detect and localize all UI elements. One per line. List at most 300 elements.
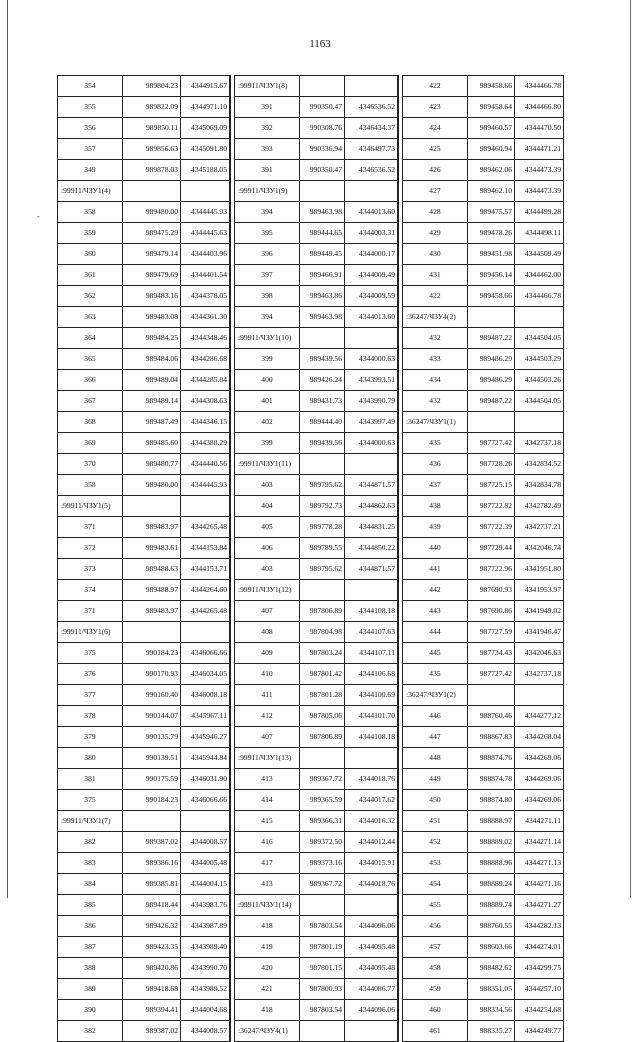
y-coordinate-cell: 4342046.63: [515, 643, 564, 664]
table-row: [58, 916, 230, 937]
x-coordinate-cell: 989367.72: [300, 874, 345, 895]
point-number-cell: 359: [58, 223, 123, 244]
table-row: [58, 643, 230, 664]
y-coordinate-cell: [515, 412, 564, 433]
point-number-cell: 355: [58, 97, 123, 118]
x-coordinate-cell: 987804.98: [300, 622, 345, 643]
x-coordinate-cell: 987803.24: [300, 643, 345, 664]
x-coordinate-cell: 989792.73: [300, 496, 345, 517]
x-coordinate-cell: 989418.44: [123, 895, 181, 916]
y-coordinate-cell: 4341949.02: [515, 601, 564, 622]
y-coordinate-cell: 4344271.13: [515, 853, 564, 874]
y-coordinate-cell: 4344499.28: [515, 202, 564, 223]
y-coordinate-cell: 4342046.74: [515, 538, 564, 559]
y-coordinate-cell: 4346034.05: [181, 664, 230, 685]
x-coordinate-cell: [300, 1021, 345, 1042]
x-coordinate-cell: 987806.89: [300, 601, 345, 622]
x-coordinate-cell: 989487.22: [468, 328, 515, 349]
point-number-cell: 449: [403, 769, 468, 790]
x-coordinate-cell: [300, 580, 345, 601]
point-number-cell: 391: [235, 97, 300, 118]
y-coordinate-cell: 4344503.26: [515, 370, 564, 391]
table-row: [403, 286, 564, 307]
y-coordinate-cell: 4344000.63: [345, 349, 398, 370]
y-coordinate-cell: 4344473.39: [515, 181, 564, 202]
point-number-cell: 438: [403, 496, 468, 517]
x-coordinate-cell: 988874.78: [468, 769, 515, 790]
x-coordinate-cell: 989804.23: [123, 76, 181, 97]
table-row: [403, 559, 564, 580]
point-number-cell: 413: [235, 769, 300, 790]
x-coordinate-cell: 989431.73: [300, 391, 345, 412]
point-number-cell: 358: [58, 475, 123, 496]
x-coordinate-cell: 989365.59: [300, 790, 345, 811]
point-number-cell: 429: [403, 223, 468, 244]
x-coordinate-cell: 987801.28: [300, 685, 345, 706]
y-coordinate-cell: 4344308.63: [181, 391, 230, 412]
point-number-cell: 360: [58, 244, 123, 265]
table-row: [58, 475, 230, 496]
table-row: [403, 244, 564, 265]
y-coordinate-cell: 4344013.60: [345, 202, 398, 223]
y-coordinate-cell: [345, 1021, 398, 1042]
table-row: [235, 139, 398, 160]
y-coordinate-cell: 4344106.68: [345, 664, 398, 685]
table-row: [235, 265, 398, 286]
x-coordinate-cell: 989850.11: [123, 118, 181, 139]
x-coordinate-cell: 988867.83: [468, 727, 515, 748]
table-row: [403, 601, 564, 622]
point-number-cell: 444: [403, 622, 468, 643]
x-coordinate-cell: 988335.27: [468, 1021, 515, 1042]
x-coordinate-cell: 989444.40: [300, 412, 345, 433]
y-coordinate-cell: 4344269.06: [515, 769, 564, 790]
x-coordinate-cell: 989795.62: [300, 475, 345, 496]
table-row: [403, 223, 564, 244]
table-row: [403, 748, 564, 769]
point-number-cell: 367: [58, 391, 123, 412]
table-row: [58, 391, 230, 412]
x-coordinate-cell: 988889.74: [468, 895, 515, 916]
y-coordinate-cell: 4344299.75: [515, 958, 564, 979]
point-number-cell: 373: [58, 559, 123, 580]
point-number-cell: 354: [58, 76, 123, 97]
table-row: [403, 664, 564, 685]
x-coordinate-cell: 989426.32: [123, 916, 181, 937]
x-coordinate-cell: 989489.14: [123, 391, 181, 412]
point-number-cell: 402: [235, 412, 300, 433]
table-row: [58, 202, 230, 223]
x-coordinate-cell: [300, 328, 345, 349]
table-row: [235, 475, 398, 496]
point-number-cell: 427: [403, 181, 468, 202]
point-number-cell: 416: [235, 832, 300, 853]
y-coordinate-cell: 4346434.37: [345, 118, 398, 139]
y-coordinate-cell: 4344017.62: [345, 790, 398, 811]
point-number-cell: 407: [235, 727, 300, 748]
point-number-cell: 364: [58, 328, 123, 349]
y-coordinate-cell: 4344018.76: [345, 874, 398, 895]
x-coordinate-cell: 989488.63: [123, 559, 181, 580]
table-row: [403, 916, 564, 937]
y-coordinate-cell: [515, 685, 564, 706]
parcel-label-cell: :36247/ЧЗУ1(2): [403, 685, 468, 706]
point-number-cell: 406: [235, 538, 300, 559]
parcel-label-cell: :99911/ЧЗУ1(5): [58, 496, 123, 517]
x-coordinate-cell: 989394.41: [123, 1000, 181, 1021]
y-coordinate-cell: 4344003.31: [345, 223, 398, 244]
table-row: [235, 76, 398, 97]
x-coordinate-cell: 987801.42: [300, 664, 345, 685]
page-number: 1163: [309, 38, 331, 50]
x-coordinate-cell: 989856.63: [123, 139, 181, 160]
x-coordinate-cell: 987803.54: [300, 916, 345, 937]
table-row: [235, 769, 398, 790]
coordinates-table-1: [57, 75, 230, 1042]
point-number-cell: 370: [58, 454, 123, 475]
point-number-cell: 421: [235, 979, 300, 1000]
point-number-cell: 382: [58, 1021, 123, 1042]
x-coordinate-cell: 989462.06: [468, 160, 515, 181]
x-coordinate-cell: [123, 622, 181, 643]
y-coordinate-cell: 4344850.22: [345, 538, 398, 559]
table-row: [403, 496, 564, 517]
y-coordinate-cell: 4344249.77: [515, 1021, 564, 1042]
point-number-cell: 382: [58, 832, 123, 853]
y-coordinate-cell: 4344471.21: [515, 139, 564, 160]
x-coordinate-cell: 989483.08: [123, 307, 181, 328]
point-number-cell: 419: [235, 937, 300, 958]
point-number-cell: 369: [58, 433, 123, 454]
x-coordinate-cell: 989479.14: [123, 244, 181, 265]
y-coordinate-cell: 4341946.47: [515, 622, 564, 643]
y-coordinate-cell: 4344009.59: [345, 286, 398, 307]
y-coordinate-cell: [181, 622, 230, 643]
point-number-cell: 397: [235, 265, 300, 286]
x-coordinate-cell: 989372.50: [300, 832, 345, 853]
table-row: [403, 706, 564, 727]
y-coordinate-cell: 4342737.18: [515, 664, 564, 685]
table-row: [235, 433, 398, 454]
point-number-cell: 435: [403, 433, 468, 454]
y-coordinate-cell: 4344269.06: [515, 790, 564, 811]
point-number-cell: 420: [235, 958, 300, 979]
point-number-cell: 425: [403, 139, 468, 160]
point-number-cell: 396: [235, 244, 300, 265]
x-coordinate-cell: 989478.26: [468, 223, 515, 244]
y-coordinate-cell: [345, 748, 398, 769]
x-coordinate-cell: 989822.09: [123, 97, 181, 118]
y-coordinate-cell: 4342737.21: [515, 517, 564, 538]
x-coordinate-cell: 990170.93: [123, 664, 181, 685]
point-number-cell: 378: [58, 706, 123, 727]
y-coordinate-cell: 4344095.48: [345, 958, 398, 979]
y-coordinate-cell: 4344015.91: [345, 853, 398, 874]
table-row: [58, 244, 230, 265]
point-number-cell: 426: [403, 160, 468, 181]
table-row: [403, 643, 564, 664]
table-row: [58, 853, 230, 874]
x-coordinate-cell: 987727.42: [468, 664, 515, 685]
y-coordinate-cell: 4344004.68: [181, 1000, 230, 1021]
x-coordinate-cell: 990139.51: [123, 748, 181, 769]
point-number-cell: 375: [58, 643, 123, 664]
x-coordinate-cell: 989789.55: [300, 538, 345, 559]
table-row: [235, 643, 398, 664]
y-coordinate-cell: [345, 181, 398, 202]
point-number-cell: 379: [58, 727, 123, 748]
table-row: [235, 979, 398, 1000]
parcel-label-cell: :99911/ЧЗУ1(8): [235, 76, 300, 97]
table-row: [235, 1021, 398, 1042]
point-number-cell: 391: [235, 160, 300, 181]
y-coordinate-cell: 4344871.57: [345, 475, 398, 496]
y-coordinate-cell: 4344096.06: [345, 1000, 398, 1021]
y-coordinate-cell: 4344086.77: [345, 979, 398, 1000]
x-coordinate-cell: 989439.56: [300, 433, 345, 454]
y-coordinate-cell: 4343983.76: [181, 895, 230, 916]
x-coordinate-cell: 989484.06: [123, 349, 181, 370]
point-number-cell: 357: [58, 139, 123, 160]
x-coordinate-cell: 989458.66: [468, 76, 515, 97]
table-row: [58, 748, 230, 769]
table-row: [235, 223, 398, 244]
x-coordinate-cell: 989385.81: [123, 874, 181, 895]
y-coordinate-cell: [515, 307, 564, 328]
point-number-cell: 407: [235, 601, 300, 622]
y-coordinate-cell: 4344095.48: [345, 937, 398, 958]
y-coordinate-cell: 4342834.78: [515, 475, 564, 496]
point-number-cell: 387: [58, 937, 123, 958]
x-coordinate-cell: 988482.62: [468, 958, 515, 979]
point-number-cell: 368: [58, 412, 123, 433]
point-number-cell: 452: [403, 832, 468, 853]
x-coordinate-cell: 989373.16: [300, 853, 345, 874]
x-coordinate-cell: 990160.40: [123, 685, 181, 706]
parcel-label-cell: :36247/ЧЗУ4(2): [403, 307, 468, 328]
table-row: [235, 496, 398, 517]
point-number-cell: 415: [235, 811, 300, 832]
x-coordinate-cell: 989458.64: [468, 97, 515, 118]
table-row: [403, 391, 564, 412]
point-number-cell: 454: [403, 874, 468, 895]
table-row: [403, 433, 564, 454]
parcel-label-cell: :99911/ЧЗУ1(11): [235, 454, 300, 475]
y-coordinate-cell: 4344269.06: [515, 748, 564, 769]
table-row: [235, 349, 398, 370]
margin-mark: -: [37, 212, 40, 221]
x-coordinate-cell: 988334.56: [468, 1000, 515, 1021]
table-row: [403, 370, 564, 391]
coordinates-table-3: [402, 75, 564, 1042]
point-number-cell: 403: [235, 559, 300, 580]
y-coordinate-cell: 4343989.52: [181, 979, 230, 1000]
x-coordinate-cell: [468, 685, 515, 706]
table-row: [58, 664, 230, 685]
y-coordinate-cell: 4344401.54: [181, 265, 230, 286]
y-coordinate-cell: 4345967.11: [181, 706, 230, 727]
table-row: [235, 580, 398, 601]
y-coordinate-cell: 4344971.10: [181, 97, 230, 118]
y-coordinate-cell: 4344254.68: [515, 1000, 564, 1021]
x-coordinate-cell: 989487.49: [123, 412, 181, 433]
table-row: [403, 811, 564, 832]
x-coordinate-cell: 987727.42: [468, 433, 515, 454]
y-coordinate-cell: 4343990.79: [345, 391, 398, 412]
parcel-label-cell: :36247/ЧЗУ1(1): [403, 412, 468, 433]
table-row: [235, 559, 398, 580]
y-coordinate-cell: 4344153.71: [181, 559, 230, 580]
x-coordinate-cell: 989451.98: [468, 244, 515, 265]
table-row: [235, 706, 398, 727]
y-coordinate-cell: 4344473.39: [515, 160, 564, 181]
x-coordinate-cell: 989460.94: [468, 139, 515, 160]
y-coordinate-cell: 4345069.09: [181, 118, 230, 139]
y-coordinate-cell: 4344466.78: [515, 76, 564, 97]
table-row: [403, 181, 564, 202]
point-number-cell: 413: [235, 874, 300, 895]
y-coordinate-cell: 4344466.80: [515, 97, 564, 118]
table-row: [235, 622, 398, 643]
point-number-cell: 443: [403, 601, 468, 622]
x-coordinate-cell: 989456.14: [468, 265, 515, 286]
y-coordinate-cell: 4341951.80: [515, 559, 564, 580]
table-row: [403, 622, 564, 643]
table-row: [403, 790, 564, 811]
y-coordinate-cell: 4344470.50: [515, 118, 564, 139]
point-number-cell: 451: [403, 811, 468, 832]
x-coordinate-cell: 989458.66: [468, 286, 515, 307]
x-coordinate-cell: 989367.72: [300, 769, 345, 790]
table-row: [403, 1021, 564, 1042]
parcel-label-cell: :99911/ЧЗУ1(10): [235, 328, 300, 349]
point-number-cell: 394: [235, 307, 300, 328]
table-row: [403, 958, 564, 979]
x-coordinate-cell: 989480.00: [123, 475, 181, 496]
x-coordinate-cell: 987801.19: [300, 937, 345, 958]
point-number-cell: 430: [403, 244, 468, 265]
point-number-cell: 366: [58, 370, 123, 391]
y-coordinate-cell: 4344018.76: [345, 769, 398, 790]
point-number-cell: 417: [235, 853, 300, 874]
y-coordinate-cell: 4344466.78: [515, 286, 564, 307]
x-coordinate-cell: 989423.35: [123, 937, 181, 958]
y-coordinate-cell: 4343987.89: [181, 916, 230, 937]
table-row: [403, 874, 564, 895]
y-coordinate-cell: 4344005.48: [181, 853, 230, 874]
point-number-cell: 372: [58, 538, 123, 559]
table-row: [58, 601, 230, 622]
y-coordinate-cell: 4344503.29: [515, 349, 564, 370]
point-number-cell: 356: [58, 118, 123, 139]
x-coordinate-cell: 988760.46: [468, 706, 515, 727]
table-row: [235, 181, 398, 202]
y-coordinate-cell: 4346008.18: [181, 685, 230, 706]
table-row: [58, 139, 230, 160]
x-coordinate-cell: 987722.39: [468, 517, 515, 538]
y-coordinate-cell: 4344000.17: [345, 244, 398, 265]
x-coordinate-cell: 989483.61: [123, 538, 181, 559]
table-row: [235, 118, 398, 139]
x-coordinate-cell: 988351.05: [468, 979, 515, 1000]
point-number-cell: 403: [235, 475, 300, 496]
coordinate-tables: [57, 75, 564, 1042]
point-number-cell: 456: [403, 916, 468, 937]
x-coordinate-cell: 989439.56: [300, 349, 345, 370]
x-coordinate-cell: 990184.23: [123, 790, 181, 811]
y-coordinate-cell: 4342737.18: [515, 433, 564, 454]
x-coordinate-cell: 990350.47: [300, 160, 345, 181]
table-row: [235, 685, 398, 706]
y-coordinate-cell: 4344504.05: [515, 328, 564, 349]
parcel-label-cell: :99911/ЧЗУ1(9): [235, 181, 300, 202]
x-coordinate-cell: 989483.97: [123, 517, 181, 538]
y-coordinate-cell: 4344008.57: [181, 832, 230, 853]
x-coordinate-cell: 988760.55: [468, 916, 515, 937]
x-coordinate-cell: 987722.82: [468, 496, 515, 517]
y-coordinate-cell: 4344445.63: [181, 223, 230, 244]
y-coordinate-cell: [345, 454, 398, 475]
y-coordinate-cell: 4346536.52: [345, 97, 398, 118]
point-number-cell: 437: [403, 475, 468, 496]
y-coordinate-cell: 4344100.69: [345, 685, 398, 706]
table-row: [403, 76, 564, 97]
point-number-cell: 459: [403, 979, 468, 1000]
table-row: [58, 517, 230, 538]
table-row: [235, 664, 398, 685]
point-number-cell: 414: [235, 790, 300, 811]
y-coordinate-cell: 4341953.97: [515, 580, 564, 601]
y-coordinate-cell: 4344445.93: [181, 475, 230, 496]
coordinates-table-2: [234, 75, 398, 1042]
y-coordinate-cell: [345, 328, 398, 349]
point-number-cell: 394: [235, 202, 300, 223]
table-row: [58, 622, 230, 643]
y-coordinate-cell: 4343997.49: [345, 412, 398, 433]
x-coordinate-cell: 987690.93: [468, 580, 515, 601]
x-coordinate-cell: [123, 181, 181, 202]
y-coordinate-cell: 4343993.51: [345, 370, 398, 391]
table-row: [58, 958, 230, 979]
y-coordinate-cell: 4344378.05: [181, 286, 230, 307]
table-row: [403, 580, 564, 601]
table-row: [235, 727, 398, 748]
table-row: [235, 916, 398, 937]
table-row: [58, 706, 230, 727]
point-number-cell: 418: [235, 1000, 300, 1021]
y-coordinate-cell: 4346031.90: [181, 769, 230, 790]
y-coordinate-cell: 4344153.84: [181, 538, 230, 559]
point-number-cell: 458: [403, 958, 468, 979]
y-coordinate-cell: 4342834.52: [515, 454, 564, 475]
point-number-cell: 446: [403, 706, 468, 727]
point-number-cell: 380: [58, 748, 123, 769]
x-coordinate-cell: 987722.96: [468, 559, 515, 580]
table-row: [235, 328, 398, 349]
x-coordinate-cell: 989489.04: [123, 370, 181, 391]
table-row: [235, 937, 398, 958]
point-number-cell: 422: [403, 76, 468, 97]
x-coordinate-cell: [123, 496, 181, 517]
table-row: [58, 874, 230, 895]
x-coordinate-cell: 989449.45: [300, 244, 345, 265]
x-coordinate-cell: [300, 181, 345, 202]
table-row: [235, 286, 398, 307]
y-coordinate-cell: 4344285.84: [181, 370, 230, 391]
y-coordinate-cell: 4344831.25: [345, 517, 398, 538]
y-coordinate-cell: 4344348.46: [181, 328, 230, 349]
x-coordinate-cell: 989462.10: [468, 181, 515, 202]
